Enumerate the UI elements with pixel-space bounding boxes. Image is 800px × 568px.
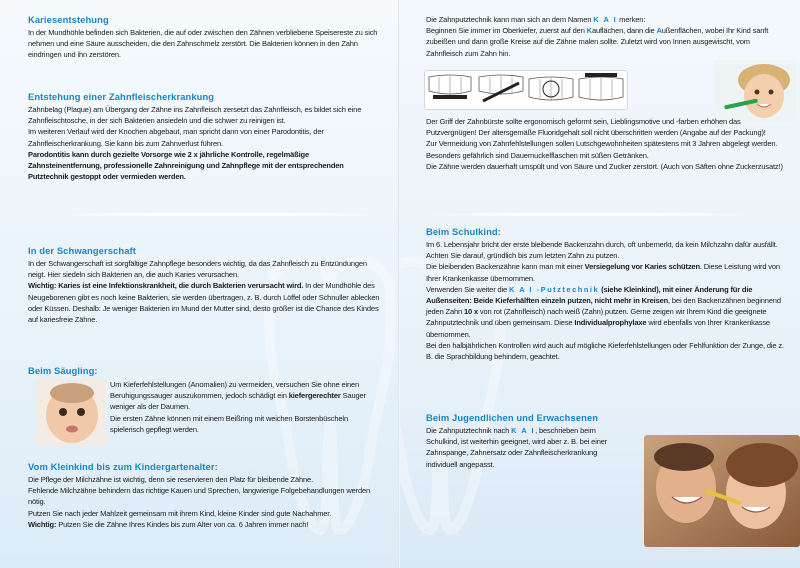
text-run: ußenflächen, wobei Ihr Kind sanft zubeißen und dann große Kreise auf die Zähne malen sollte. Zuletzt wird von — [426, 26, 769, 47]
section-kleinkind — [28, 461, 380, 530]
section-saeugling — [110, 379, 378, 435]
divider — [60, 213, 380, 216]
text-run: Um Kieferfehlstellungen (Anomalien) zu vermeiden, versuchen Sie ohne einen Beruhigungssauger auszukommen, jedoch schädigt ein — [110, 380, 360, 401]
teeth-row-3 — [529, 77, 573, 101]
text-run: merken: — [617, 15, 646, 24]
section-title: In der Schwangerschaft — [28, 245, 136, 256]
child-brushing-photo — [714, 60, 796, 122]
section-title: Beim Säugling: — [28, 365, 98, 376]
emphasis: kiefergerechter — [288, 391, 341, 401]
section-title: Beim Schulkind: — [426, 226, 501, 237]
father-and-child-photo — [644, 435, 800, 547]
text-run: nnen ausgewischt, vom Zahnfleisch zum Zahn hin. — [426, 37, 750, 58]
paragraph: Der Griff der Zahnbürste sollte ergonomisch geformt sein, Lieblingsmotive und -farben erhöhen das Putzvergnügen! Der altersgemäße Fluoridgehalt soll nicht überschritten werden (Angabe auf der Packung)! — [426, 117, 766, 138]
teeth-row-1 — [429, 75, 471, 99]
section-schulkind — [426, 226, 788, 362]
teeth-row-4 — [579, 73, 623, 101]
text-run: , beschrieben beim Schulkind, ist weiterhin geeignet, wird aber z. B. bei einer Zahnspange, Zahnersatz oder Zahnfleischerkrankung individuell angepasst. — [426, 426, 608, 469]
text-run: Die Zahnputztechnik nach — [426, 426, 512, 435]
paragraph: Die Pflege der Milchzähne ist wichtig, denn sie reservieren den Platz für bleibende Zähne. — [28, 475, 313, 484]
paragraph — [110, 379, 378, 413]
k-letter: K — [586, 26, 592, 36]
section-title: Kariesentstehung — [28, 14, 109, 25]
right-page — [400, 0, 800, 568]
paragraph: In der Schwangerschaft ist sorgfältige Zahnpflege besonders wichtig, da das Zahnfleisch zu Entzündungen neigt. Hier siedeln sich Bakterien an, die auch Karies verursachen. — [28, 259, 367, 280]
section-kariesentstehung — [28, 14, 380, 61]
divider — [430, 213, 750, 216]
section-title: Vom Kleinkind bis zum Kindergartenalter: — [28, 461, 218, 472]
paragraph — [28, 280, 380, 325]
emphasis: (siehe Kleinkind), mit einer Änderung für die Außenseiten: Beide Kieferhälften einzeln putzen, nicht mehr in Kreisen — [426, 284, 753, 306]
baby-photo — [36, 379, 106, 445]
paragraph — [426, 25, 788, 59]
section-schwangerschaft — [28, 245, 380, 325]
important-note: Wichtig: — [28, 519, 57, 529]
text-run: Putzen Sie die Zähne Ihres Kindes bis zum Alter von ca. 6 Jahren immer nach! — [56, 519, 309, 529]
text-run: , bei den Backenzähnen beginnend jeden Zahn — [426, 296, 781, 317]
section-zahnfleischerkrankung — [28, 91, 380, 182]
text-run: Die bleibenden Backenzähne kann man mit einer — [426, 262, 585, 272]
section-saeugling-title — [28, 365, 148, 378]
paragraph: Die Zähne werden dauerhaft umspült und von Säure und Zucker zerstört. (Auch von Säften ohne Zuckerzusatz!) — [426, 161, 783, 171]
paragraph: Die ersten Zähne können mit einem Beißring mit weichen Borstenbüscheln spielerisch gepflegt werden. — [110, 413, 348, 434]
paragraph — [426, 14, 788, 25]
teeth-row-2 — [479, 75, 523, 101]
paragraph: Zahnbelag (Plaque) am Übergang der Zähne ins Zahnfleisch zersetzt das Zahnfleisch, es bildet sich eine Zahnfleischtosche, in der sich Bakterien ansiedeln und die schwer zu reinigen ist. — [28, 105, 362, 126]
text-run: von rot (Zahnfleisch) nach weiß (Zahn) putzen. Gerne zeigen wir Ihrem Kind die geeignete Zahnputztechnik und üben gemeinsam. Diese — [426, 307, 767, 328]
paragraph — [426, 284, 788, 340]
paragraph — [426, 425, 612, 470]
section-title: Beim Jugendlichen und Erwachsenen — [426, 412, 599, 423]
important-note: Wichtig: Karies ist eine Infektionskrankheit, die durch Bakterien verursacht wird. — [28, 281, 304, 291]
paragraph: Putzen Sie nach jeder Mahlzeit gemeinsam mit ihrem Kind, kleine Kinder sind gute Nachahmer. — [28, 508, 332, 518]
text-run: wird ebenfalls von Ihrer Krankenkasse übernommen. — [426, 318, 770, 339]
text-run: Verwenden Sie weiter die — [426, 284, 509, 294]
i-letter: I — [672, 37, 675, 47]
paragraph: Im 6. Lebensjahr bricht der erste bleibende Backenzahn durch, oft unbemerkt, da kein Milchzahn dafür ausfällt. Achten Sie darauf, gründlich bis zum letzten Zahn zu putzen. — [426, 240, 778, 261]
paragraph: Im weiteren Verlauf wird der Knochen abgebaut, man spricht dann von einer Parodontitis, der Zahnfleischerkrankung. Sie kann bis zum Zahnverlust führen. — [28, 127, 324, 148]
section-jugendliche — [426, 412, 612, 470]
text-run: Sauger weniger als der Daumen. — [110, 391, 366, 412]
text-run: Die Zahnputztechnik kann man sich an dem Namen — [426, 15, 594, 24]
emphasis: Versiegelung vor Karies schützen — [584, 262, 700, 272]
text-run: Beginnen Sie immer im Oberkiefer, zuerst auf den — [426, 26, 587, 36]
paragraph: In der Mundhöhle befinden sich Bakterien, die auf oder zwischen den Zähnen verbliebene Speisereste zu sich nehmen und eine Säure ausscheiden, die den Zahnschmelz zerstört. Die Bakterien können in den Zahn eindringen und ihn zerstören. — [28, 28, 378, 60]
text-run: . Diese Leistung wird von Ihrer Krankenkasse übernommen. — [426, 262, 780, 283]
kai-label: K A I — [593, 15, 618, 24]
paragraph: Fehlende Milchzähne behindern das richtige Kauen und Sprechen, langwierige Folgebehandlungen werden nötig. — [28, 486, 371, 507]
brushing-technique-illustration — [424, 70, 628, 110]
emphasis: Individualprophylaxe — [574, 318, 647, 328]
kai-label: K A I -Putztechnik — [508, 284, 600, 294]
paragraph — [426, 261, 788, 283]
text-run: In der Mundhöhle des Neugeborenen gibt es noch keine Bakterien, sie werden übertragen, z. B. durch Löffel oder Schnuller ablecken oder Küssen. Deshalb: Je weniger Bakterien im Mund der Mutter sind, desto größer ist die Chance des Kindes auf kariesfreie Zähne. — [28, 281, 380, 325]
paragraph: Bei den halbjährlichen Kontrollen wird auch auf mögliche Kieferfehlstellungen oder Fehlfunktion der Zunge, die z. B. die Sprachbildung behindern, geachtet. — [426, 340, 784, 362]
kai-label: K A I — [511, 426, 536, 435]
section-kai-intro — [426, 14, 788, 59]
section-kai-details — [426, 116, 788, 172]
emphasis: 10 x — [463, 307, 478, 317]
paragraph-bold: Parodontitis kann durch gezielte Vorsorge wie 2 x jährliche Kontrolle, regelmäßige Zahnsteinentfernung, professionelle Zahnreinigung und Zahnpflege mit der entsprechenden Putztechnik gestoppt oder vermieden werden. — [28, 149, 344, 182]
paragraph: Zur Vermeidung von Zahnfehlstellungen sollen Lutschgewohnheiten spätestens mit 3 Jahren abgelegt werden. Besonders gefährlich sind Dauernuckelflaschen mit süßen Getränken. — [426, 139, 778, 160]
a-letter: A — [656, 26, 662, 36]
text-run: auflächen, dann die — [591, 26, 657, 36]
paragraph — [28, 519, 380, 530]
section-title: Entstehung einer Zahnfleischerkrankung — [28, 91, 215, 102]
